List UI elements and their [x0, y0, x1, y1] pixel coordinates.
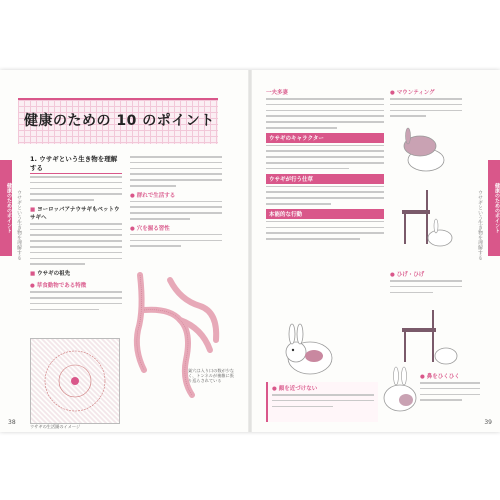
pink-heading: 一夫多妻: [266, 90, 289, 96]
section-bar: 本能的な行動: [266, 209, 384, 219]
body-text-block: [30, 223, 122, 265]
body-text-block: [266, 145, 384, 170]
right-page: [252, 70, 500, 432]
body-text-block: [30, 291, 122, 310]
section-heading: 1. ウサギという生き物を理解する: [30, 154, 122, 174]
page-number-left: 38: [8, 419, 16, 426]
section-bar: ウサギのキャラクター: [266, 133, 384, 143]
diagram-caption: ウサギの生活圏のイメージ: [30, 424, 81, 429]
body-text-block: [266, 186, 384, 205]
right-column-1: [266, 84, 384, 244]
habitat-diagram: [30, 338, 120, 424]
body-text-block: [266, 98, 384, 129]
pink-heading: ● 穴を掘る習性: [130, 225, 170, 232]
left-page: [0, 70, 248, 432]
rabbit-illustration: [274, 320, 344, 380]
title-box: [18, 98, 218, 144]
body-text-block: [130, 234, 222, 247]
section-bar: ウサギが行う仕草: [266, 174, 384, 184]
body-text-block: [390, 280, 462, 293]
pink-heading: ● ひげ・ひげ: [390, 272, 425, 278]
left-column: [30, 154, 122, 314]
sub-heading: ■ ヨーロッパアナウサギもペットウサギへ: [30, 206, 120, 221]
pink-heading: ● 群れで生活する: [130, 192, 176, 199]
left-side-tab: 健康のためのポイント: [0, 160, 12, 256]
left-side-label: ウサギという生き物を理解する: [16, 190, 22, 260]
pink-heading: ● 鼻をひくひく: [420, 374, 460, 380]
right-side-tab: 健康のためのポイント: [488, 160, 500, 256]
pink-heading: ● 草食動物である特徴: [30, 283, 87, 290]
chair-illustration: [388, 310, 462, 366]
book-spread: [0, 70, 500, 432]
body-text-block: [30, 176, 122, 201]
body-text-block: [390, 98, 462, 117]
body-text-block: [130, 156, 222, 187]
tip-box: ● 顔を近づけない: [266, 382, 378, 422]
body-text-block: [420, 382, 480, 401]
rabbit-sitting-illustration: [378, 366, 422, 416]
burrow-caption: 巣穴は入り口の数が少なく、トンネルが複雑に張り巡らされている: [188, 368, 235, 383]
middle-column: [130, 154, 222, 251]
page-number-right: 39: [484, 419, 492, 426]
right-column-2: [390, 84, 462, 121]
right-column-2-mid: [390, 266, 462, 297]
right-column-2-bottom: [420, 368, 480, 405]
body-text-block: [130, 201, 222, 220]
pink-heading: ● マウンティング: [390, 90, 435, 96]
page-title: 健康のための 10 のポイント: [24, 113, 215, 129]
chair-rabbit-illustration: [390, 190, 460, 260]
body-text-block: [266, 221, 384, 240]
sub-heading: ■ ウサギの祖先: [30, 271, 71, 278]
right-side-label: ウサギという生き物を理解する: [477, 190, 483, 260]
rabbits-mounting-illustration: [392, 122, 452, 182]
